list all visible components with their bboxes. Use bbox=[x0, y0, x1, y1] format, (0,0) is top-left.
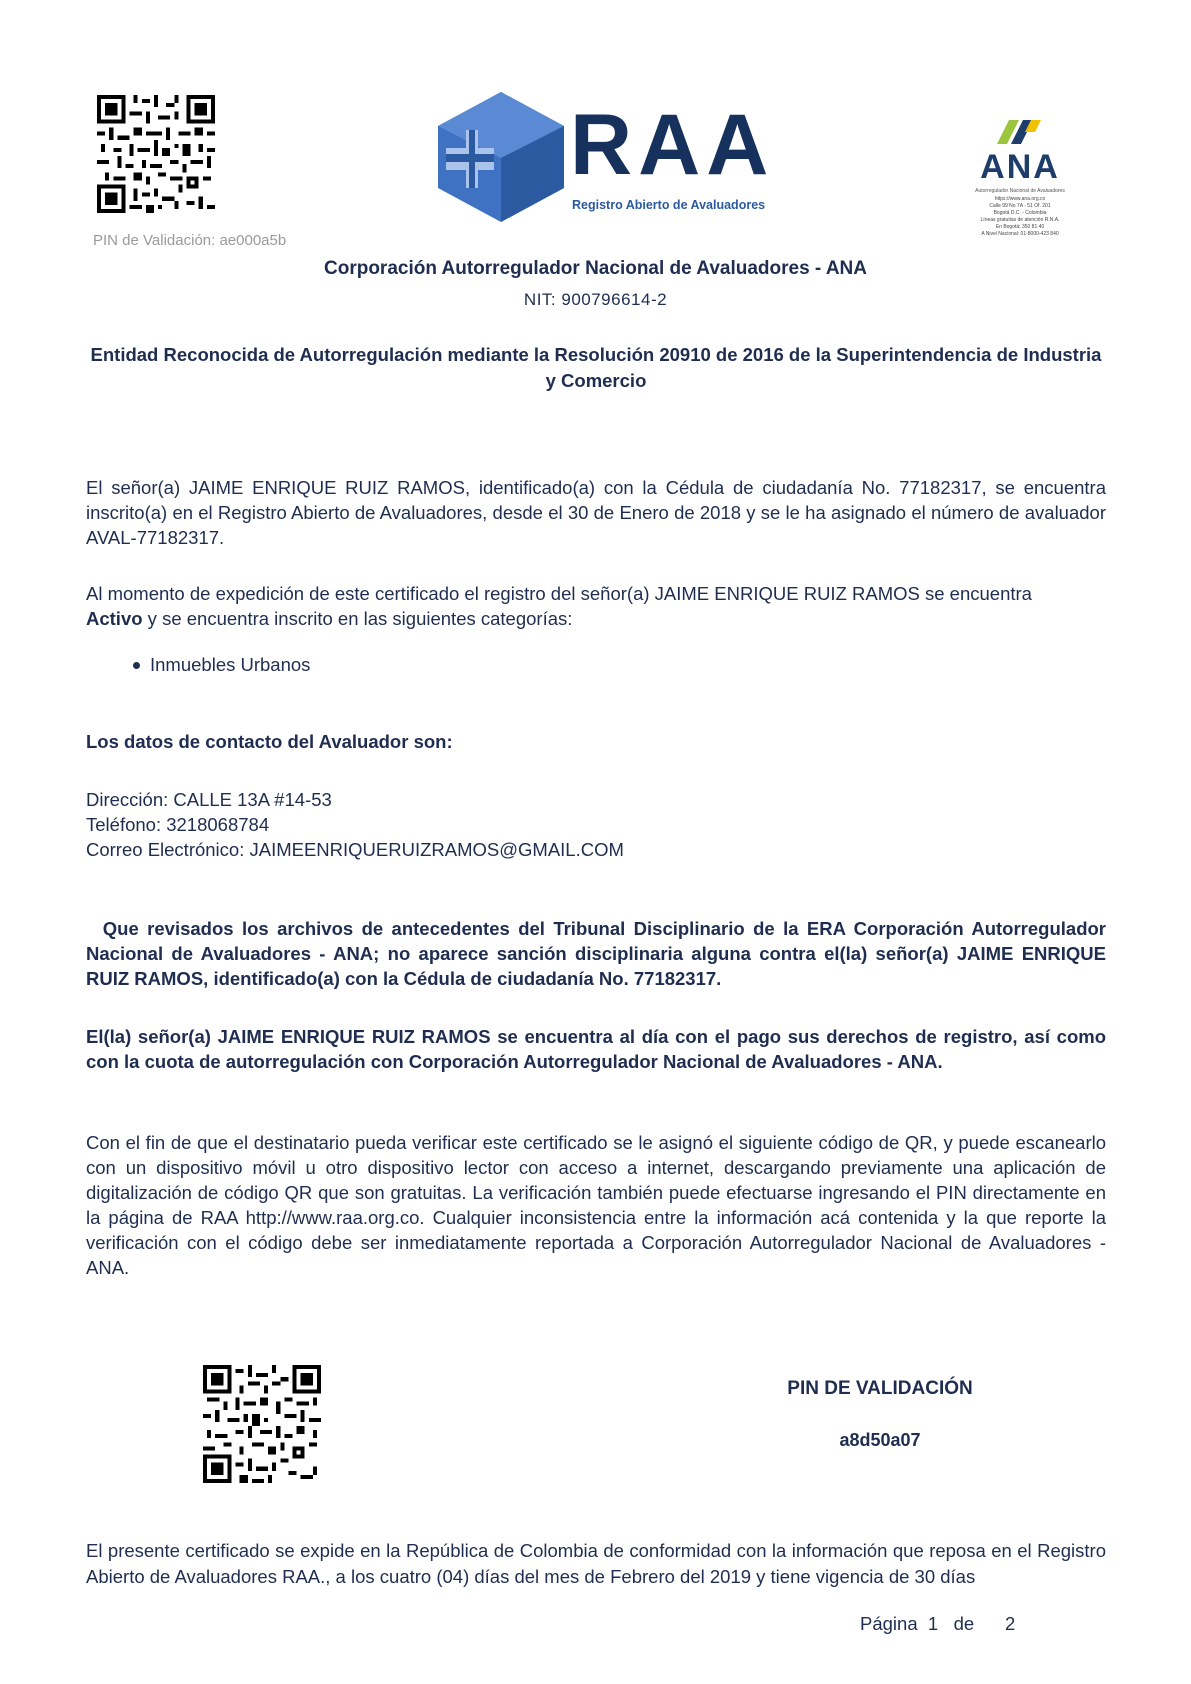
payment-paragraph: El(la) señor(a) JAIME ENRIQUE RUIZ RAMOS se encuentra al día con el pago sus derechos de registro, así como con la cuota de autorregulación con Corporación Autorregulador Nacional de Avaluadores - ANA. bbox=[86, 1026, 1106, 1072]
ana-line: En Bogotá: 350 81 40 bbox=[995, 224, 1045, 230]
raa-cube-icon bbox=[436, 90, 566, 225]
status-paragraph bbox=[86, 581, 1118, 631]
contact-email: Correo Electrónico: JAIMEENRIQUERUIZRAMOS@GMAIL.COM bbox=[86, 839, 624, 860]
ana-tagline: Autorregulador Nacional de Avaluadores bbox=[975, 188, 1065, 194]
contact-heading: Los datos de contacto del Avaluador son: bbox=[86, 731, 453, 752]
ana-contact-lines bbox=[930, 196, 1110, 238]
ana-line: A Nivel Nacional: 01-8000-423 840 bbox=[981, 231, 1059, 237]
entity-recognition: Entidad Reconocida de Autorregulación mediante la Resolución 20910 de 2016 de la Superintendencia de Industria y Comercio bbox=[90, 344, 1102, 391]
contact-address: Dirección: CALLE 13A #14-53 bbox=[86, 789, 332, 810]
status-active: Activo bbox=[86, 608, 143, 629]
status-text-pre: Al momento de expedición de este certificado el registro del señor(a) JAIME ENRIQUE RUIZ RAMOS se encuentra bbox=[86, 583, 1032, 604]
corporation-title: Corporación Autorregulador Nacional de Avaluadores - ANA bbox=[324, 258, 867, 279]
page-of: de bbox=[953, 1613, 975, 1634]
nit-number: NIT: 900796614-2 bbox=[523, 290, 668, 309]
pin-validation-value: a8d50a07 bbox=[839, 1430, 921, 1450]
qr-code-bottom bbox=[203, 1365, 321, 1483]
ana-line: https://www.ana.org.co bbox=[994, 196, 1046, 202]
pin-validation-label: PIN DE VALIDACIÓN bbox=[787, 1378, 973, 1399]
ana-line: Calle 99 No 7A - 51 Of. 201 bbox=[989, 203, 1051, 209]
ana-line: Líneas gratuitas de atención R.N.A. bbox=[980, 217, 1060, 223]
footer-paragraph: El presente certificado se expide en la República de Colombia de conformidad con la información que reposa en el Registro Abierto de Avaluadores RAA., a los cuatro (04) días del mes de Febrero del 2019 y tiene vigencia de 30 días bbox=[86, 1540, 1106, 1587]
page-total: 2 bbox=[1005, 1613, 1016, 1634]
contact-phone: Teléfono: 3218068784 bbox=[86, 814, 270, 835]
page-word: Página bbox=[860, 1613, 918, 1634]
intro-paragraph: El señor(a) JAIME ENRIQUE RUIZ RAMOS, identificado(a) con la Cédula de ciudadanía No. 77182317, se encuentra inscrito(a) en el Registro Abierto de Avaluadores, desde el 30 de Enero de 2018 y se le ha asignado el número de avaluador AVAL-77182317. bbox=[86, 477, 1106, 548]
qr-code-top bbox=[97, 95, 215, 213]
raa-subtitle: Registro Abierto de Avaluadores bbox=[572, 198, 766, 212]
bullet-icon bbox=[133, 662, 140, 669]
ana-wordmark: ANA bbox=[980, 148, 1060, 186]
page-current: 1 bbox=[927, 1613, 939, 1634]
category-label: Inmuebles Urbanos bbox=[150, 654, 311, 675]
disciplinary-paragraph: Que revisados los archivos de antecedentes del Tribunal Disciplinario de la ERA Corporación Autorregulador Nacional de Avaluadores - ANA; no aparece sanción disciplinaria alguna contra el(la) señor(a) JAIME ENRIQUE RUIZ RAMOS, identificado(a) con la Cédula de ciudadanía No. 77182317. bbox=[86, 918, 1112, 989]
raa-logo bbox=[436, 90, 776, 225]
verification-paragraph: Con el fin de que el destinatario pueda verificar este certificado se le asignó el siguiente código de QR, y puede escanearlo con un dispositivo móvil u otro dispositivo lector con acceso a internet, descargando previamente una aplicación de digitalización de código QR que son gratuitas. La verificación también puede efectuarse ingresando el PIN directamente en la página de RAA http://www.raa.org.co. Cualquier inconsistencia entre la información acá contenida y la que reporte la verificación con el código debe ser inmediatamente reportada a Corporación Autorregulador Nacional de Avaluadores - ANA. bbox=[86, 1132, 1106, 1278]
ana-chevron-icon bbox=[995, 118, 1045, 146]
ana-logo bbox=[930, 112, 1110, 237]
raa-wordmark: RAA bbox=[570, 97, 775, 193]
page-number bbox=[860, 1613, 1015, 1635]
pin-validation-small: PIN de Validación: ae000a5b bbox=[93, 232, 287, 249]
status-text-post: y se encuentra inscrito en las siguientes categorías: bbox=[142, 608, 573, 629]
category-list-item bbox=[133, 654, 310, 676]
ana-line: Bogotá D.C. - Colombia bbox=[993, 210, 1047, 216]
